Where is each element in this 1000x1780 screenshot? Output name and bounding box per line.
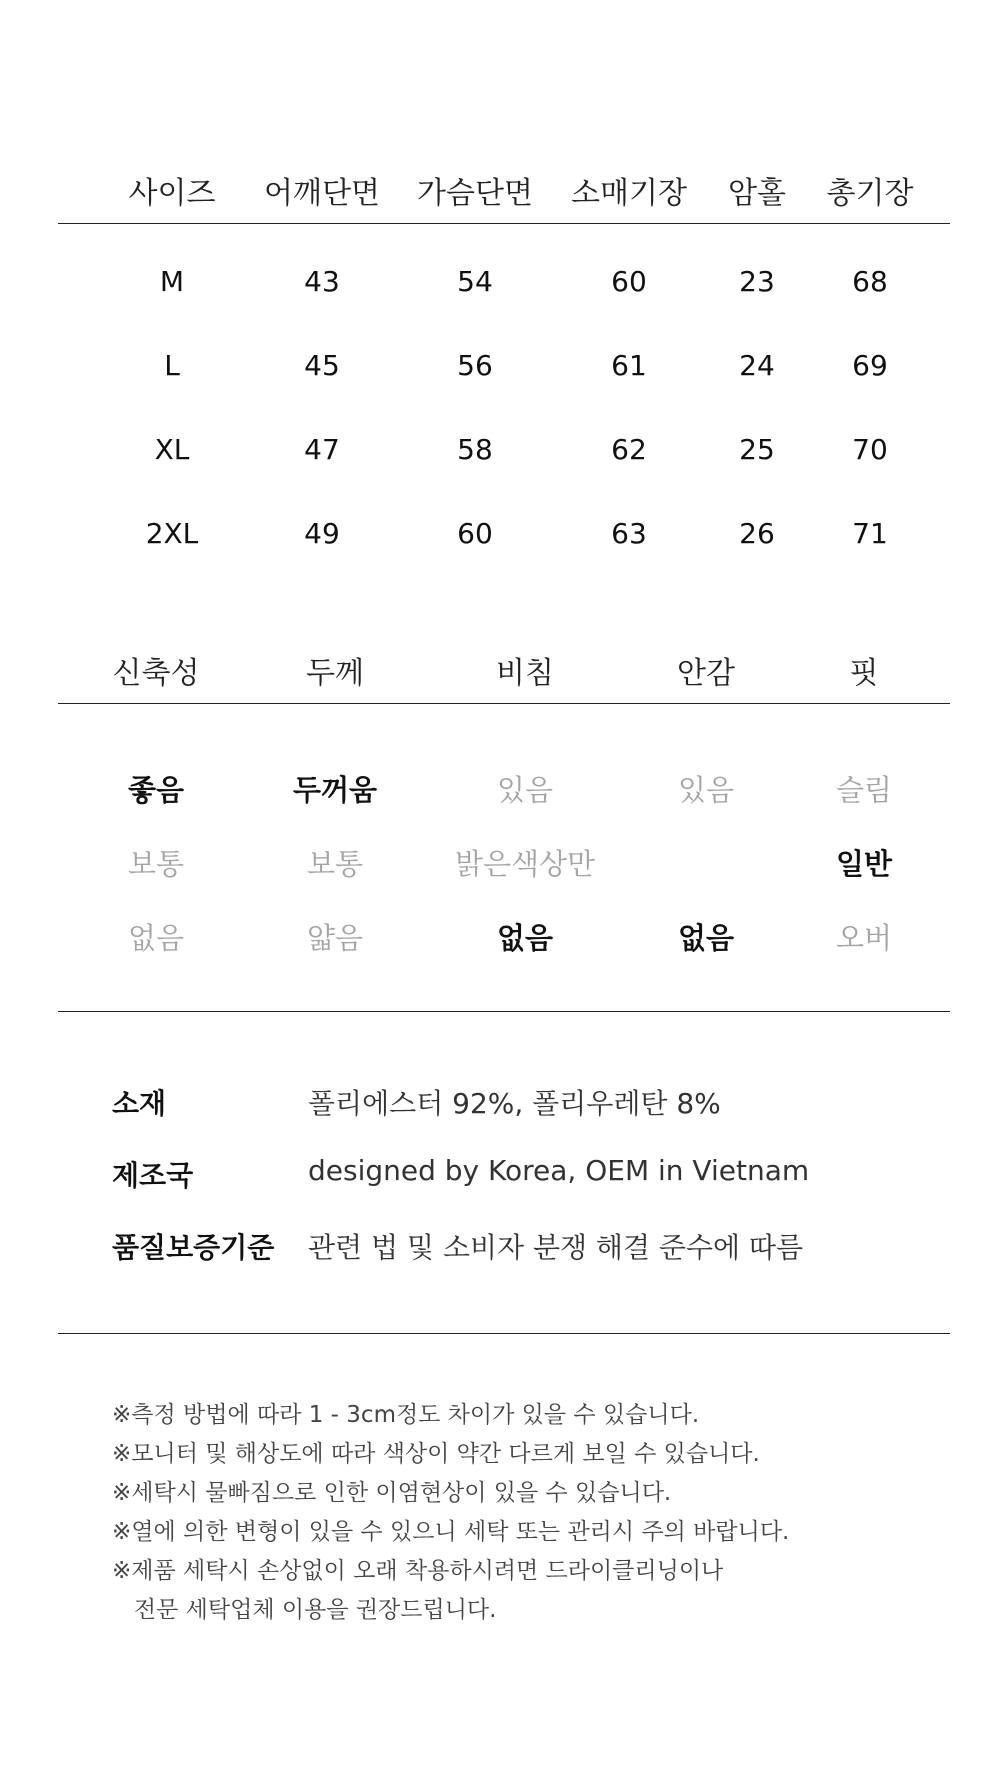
size-header-chest: 가슴단면 (417, 176, 533, 211)
lining-option-none: 없음 (677, 921, 735, 955)
size-cell: 54 (457, 265, 493, 298)
size-cell: 60 (457, 517, 493, 550)
size-cell: 68 (852, 265, 888, 298)
size-header-armhole: 암홀 (728, 176, 786, 211)
spec-value-material: 폴리에스터 92%, 폴리우레탄 8% (308, 1087, 721, 1120)
sheerness-option-light-colors: 밝은색상만 (454, 847, 596, 881)
fabric-header-thickness: 두께 (306, 656, 364, 691)
fabric-header-lining: 안감 (677, 656, 735, 691)
size-cell: 23 (739, 265, 775, 298)
note-line: ※모니터 및 해상도에 따라 색상이 약간 다르게 보일 수 있습니다. (112, 1441, 760, 1467)
size-cell: 61 (611, 349, 647, 382)
size-cell: 62 (611, 433, 647, 466)
fabric-header-fit: 핏 (849, 656, 879, 691)
section-divider-notes (58, 1333, 950, 1334)
thickness-option-thin: 얇음 (306, 921, 364, 955)
sheerness-option-yes: 있음 (496, 773, 554, 807)
note-line: ※제품 세탁시 손상없이 오래 착용하시려면 드라이클리닝이나 (112, 1558, 724, 1584)
size-cell: 26 (739, 517, 775, 550)
note-line: 전문 세탁업체 이용을 권장드립니다. (112, 1597, 497, 1623)
stretch-option-good: 좋음 (127, 773, 185, 807)
thickness-option-normal: 보통 (306, 847, 364, 881)
size-cell: 24 (739, 349, 775, 382)
note-line: ※측정 방법에 따라 1 - 3cm정도 차이가 있을 수 있습니다. (112, 1402, 700, 1428)
size-cell: 70 (852, 433, 888, 466)
size-cell: L (164, 349, 180, 382)
fit-option-oversized: 오버 (835, 921, 893, 955)
section-divider-specs (58, 1011, 950, 1012)
size-cell: 49 (304, 517, 340, 550)
size-cell: 69 (852, 349, 888, 382)
size-cell: M (159, 265, 185, 298)
size-cell: 63 (611, 517, 647, 550)
size-cell: 60 (611, 265, 647, 298)
spec-label-quality-standard: 품질보증기준 (112, 1231, 275, 1264)
size-cell: XL (154, 433, 190, 466)
size-header-size: 사이즈 (128, 176, 216, 211)
note-line: ※열에 의한 변형이 있을 수 있으니 세탁 또는 관리시 주의 바랍니다. (112, 1519, 790, 1545)
note-line: ※세탁시 물빠짐으로 인한 이염현상이 있을 수 있습니다. (112, 1480, 672, 1506)
size-header-shoulder: 어깨단면 (264, 176, 380, 211)
size-cell: 47 (304, 433, 340, 466)
fit-option-regular: 일반 (835, 847, 893, 881)
lining-option-yes: 있음 (677, 773, 735, 807)
thickness-option-thick: 두꺼움 (292, 773, 378, 807)
size-cell: 56 (457, 349, 493, 382)
stretch-option-normal: 보통 (127, 847, 185, 881)
stretch-option-none: 없음 (127, 921, 185, 955)
size-table-divider (58, 223, 950, 224)
fabric-info-divider (58, 703, 950, 704)
spec-value-origin: designed by Korea, OEM in Vietnam (308, 1154, 810, 1187)
spec-value-quality-standard: 관련 법 및 소비자 분쟁 해결 준수에 따름 (308, 1231, 804, 1264)
fit-option-slim: 슬림 (835, 773, 893, 807)
size-header-sleeve: 소매기장 (571, 176, 687, 211)
fabric-header-stretch: 신축성 (112, 656, 200, 691)
sheerness-option-none: 없음 (496, 921, 554, 955)
size-header-length: 총기장 (826, 176, 914, 211)
fabric-header-sheerness: 비침 (496, 656, 554, 691)
size-cell: 71 (852, 517, 888, 550)
size-cell: 45 (304, 349, 340, 382)
size-cell: 43 (304, 265, 340, 298)
spec-label-material: 소재 (112, 1087, 167, 1120)
size-cell: 58 (457, 433, 493, 466)
spec-label-origin: 제조국 (112, 1159, 194, 1192)
size-cell: 2XL (145, 517, 199, 550)
size-cell: 25 (739, 433, 775, 466)
